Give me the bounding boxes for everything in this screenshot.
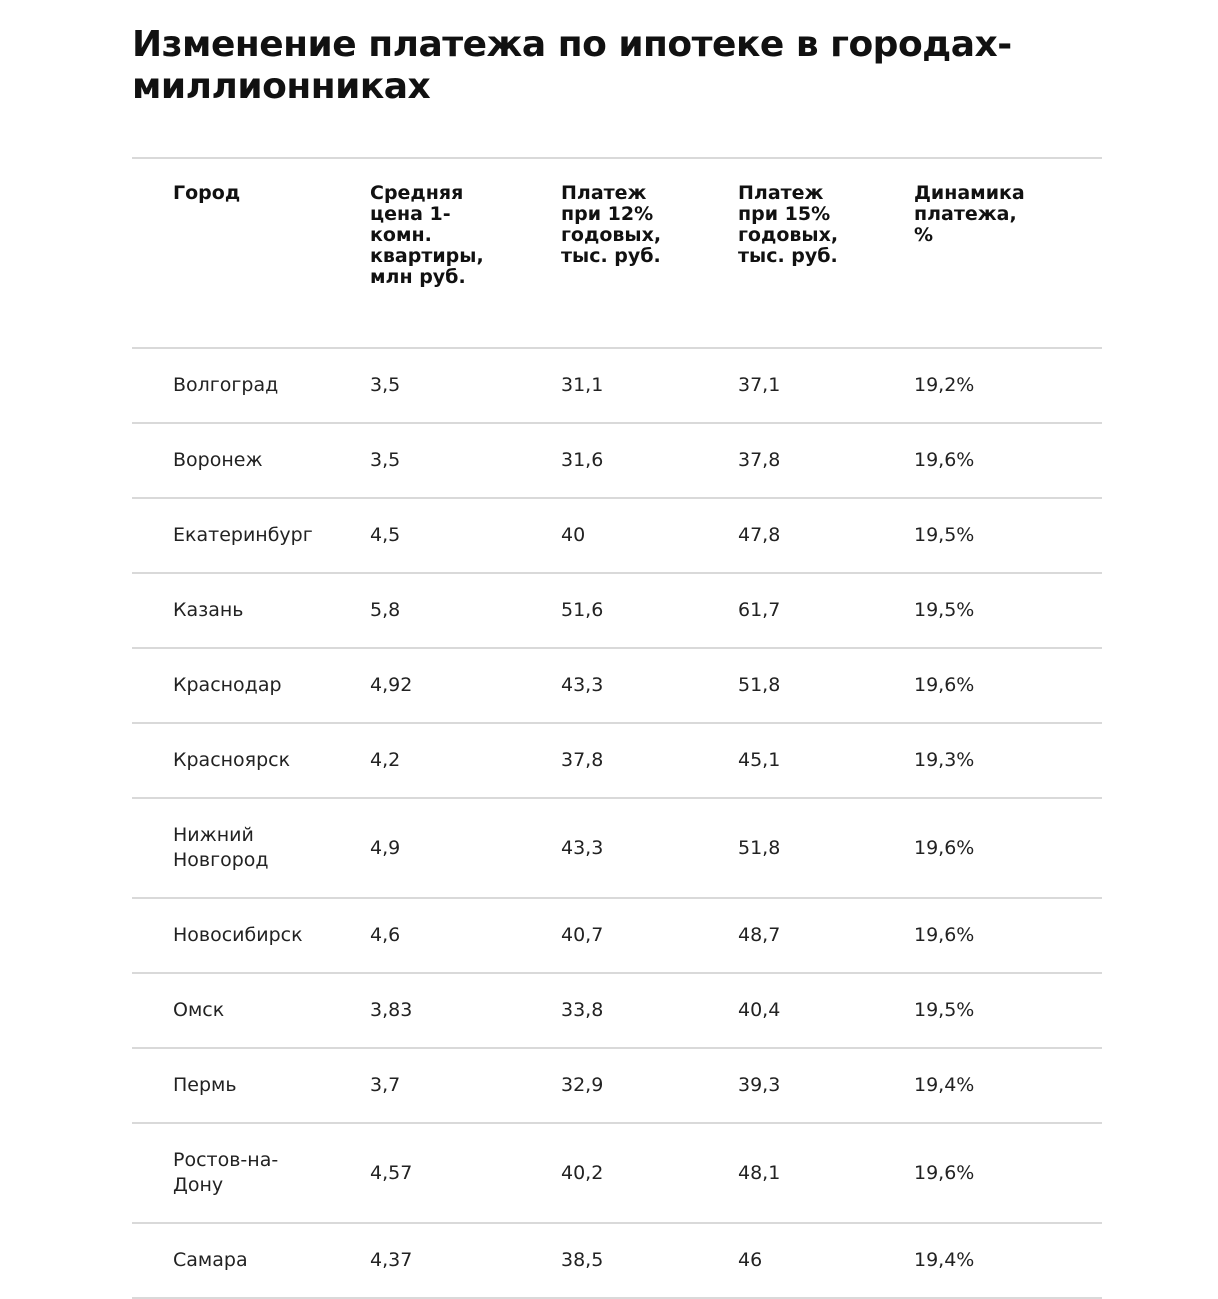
table-row bbox=[132, 1048, 1102, 1123]
cell-change: 19,6% bbox=[914, 449, 975, 471]
cell-payment-15: 47,8 bbox=[738, 524, 781, 546]
cell-payment-15: 37,1 bbox=[738, 374, 781, 396]
cell-payment-12: 40 bbox=[561, 524, 586, 546]
cell-payment-15: 48,7 bbox=[738, 924, 781, 946]
cell-change: 19,5% bbox=[914, 999, 975, 1021]
table-row bbox=[132, 1123, 1102, 1223]
table-row bbox=[132, 648, 1102, 723]
cell-change: 19,4% bbox=[914, 1249, 975, 1271]
cell-payment-12: 32,9 bbox=[561, 1074, 604, 1096]
table-row bbox=[132, 348, 1102, 423]
cell-price: 4,9 bbox=[370, 836, 401, 859]
cell-payment-15: 46 bbox=[738, 1249, 763, 1271]
cell-payment-15: 45,1 bbox=[738, 749, 781, 771]
cell-price: 3,83 bbox=[370, 999, 413, 1021]
cell-change: 19,5% bbox=[914, 599, 975, 621]
cell-city: Самара bbox=[173, 1249, 248, 1271]
cell-payment-15: 40,4 bbox=[738, 999, 781, 1021]
cell-change: 19,6% bbox=[914, 674, 975, 696]
cell-city: Екатеринбург bbox=[173, 524, 313, 546]
cell-payment-12: 51,6 bbox=[561, 599, 604, 621]
cell-payment-12: 40,2 bbox=[561, 1161, 604, 1184]
cell-city: Пермь bbox=[173, 1074, 237, 1096]
cell-price: 4,5 bbox=[370, 524, 401, 546]
cell-payment-15: 48,1 bbox=[738, 1161, 781, 1184]
cell-city: Нижний Новгород bbox=[173, 824, 269, 871]
header-city: Город bbox=[173, 182, 241, 204]
cell-payment-15: 51,8 bbox=[738, 836, 781, 859]
cell-payment-12: 43,3 bbox=[561, 674, 604, 696]
cell-payment-15: 51,8 bbox=[738, 674, 781, 696]
cell-change: 19,6% bbox=[914, 1161, 975, 1184]
mortgage-table-container bbox=[132, 157, 1102, 1299]
cell-city: Красноярск bbox=[173, 749, 291, 771]
header-payment-change: Динамика платежа, % bbox=[914, 182, 1025, 246]
table-row bbox=[132, 423, 1102, 498]
cell-price: 3,7 bbox=[370, 1074, 401, 1096]
cell-price: 5,8 bbox=[370, 599, 401, 621]
table-row bbox=[132, 573, 1102, 648]
table-header-row bbox=[132, 158, 1102, 348]
cell-change: 19,6% bbox=[914, 924, 975, 946]
cell-price: 4,6 bbox=[370, 924, 401, 946]
cell-price: 3,5 bbox=[370, 374, 401, 396]
header-avg-price: Средняя цена 1- комн. квартиры, млн руб. bbox=[370, 182, 484, 288]
cell-payment-15: 37,8 bbox=[738, 449, 781, 471]
cell-price: 4,37 bbox=[370, 1249, 413, 1271]
cell-city: Волгоград bbox=[173, 374, 279, 396]
mortgage-payment-table bbox=[132, 157, 1102, 1299]
cell-city: Омск bbox=[173, 999, 225, 1021]
cell-change: 19,3% bbox=[914, 749, 975, 771]
header-payment-12: Платеж при 12% годовых, тыс. руб. bbox=[561, 182, 662, 267]
cell-payment-12: 37,8 bbox=[561, 749, 604, 771]
cell-price: 3,5 bbox=[370, 449, 401, 471]
cell-change: 19,4% bbox=[914, 1074, 975, 1096]
cell-city: Краснодар bbox=[173, 674, 282, 696]
cell-payment-15: 39,3 bbox=[738, 1074, 781, 1096]
header-payment-15: Платеж при 15% годовых, тыс. руб. bbox=[738, 182, 839, 267]
cell-change: 19,6% bbox=[914, 836, 975, 859]
table-row bbox=[132, 498, 1102, 573]
table-row bbox=[132, 723, 1102, 798]
cell-city: Казань bbox=[173, 599, 244, 621]
cell-city: Воронеж bbox=[173, 449, 263, 471]
cell-payment-12: 38,5 bbox=[561, 1249, 604, 1271]
cell-price: 4,2 bbox=[370, 749, 401, 771]
table-row bbox=[132, 798, 1102, 898]
cell-payment-12: 31,1 bbox=[561, 374, 604, 396]
table-row bbox=[132, 898, 1102, 973]
cell-payment-12: 33,8 bbox=[561, 999, 604, 1021]
cell-payment-12: 43,3 bbox=[561, 836, 604, 859]
cell-price: 4,57 bbox=[370, 1161, 413, 1184]
cell-payment-12: 40,7 bbox=[561, 924, 604, 946]
cell-change: 19,5% bbox=[914, 524, 975, 546]
table-row bbox=[132, 973, 1102, 1048]
cell-city: Новосибирск bbox=[173, 924, 303, 946]
cell-price: 4,92 bbox=[370, 674, 413, 696]
cell-payment-15: 61,7 bbox=[738, 599, 781, 621]
cell-change: 19,2% bbox=[914, 374, 975, 396]
page-title: Изменение платежа по ипотеке в городах-миллионниках bbox=[132, 24, 1012, 107]
table-row bbox=[132, 1223, 1102, 1298]
cell-city: Ростов-на- Дону bbox=[173, 1149, 279, 1196]
cell-payment-12: 31,6 bbox=[561, 449, 604, 471]
